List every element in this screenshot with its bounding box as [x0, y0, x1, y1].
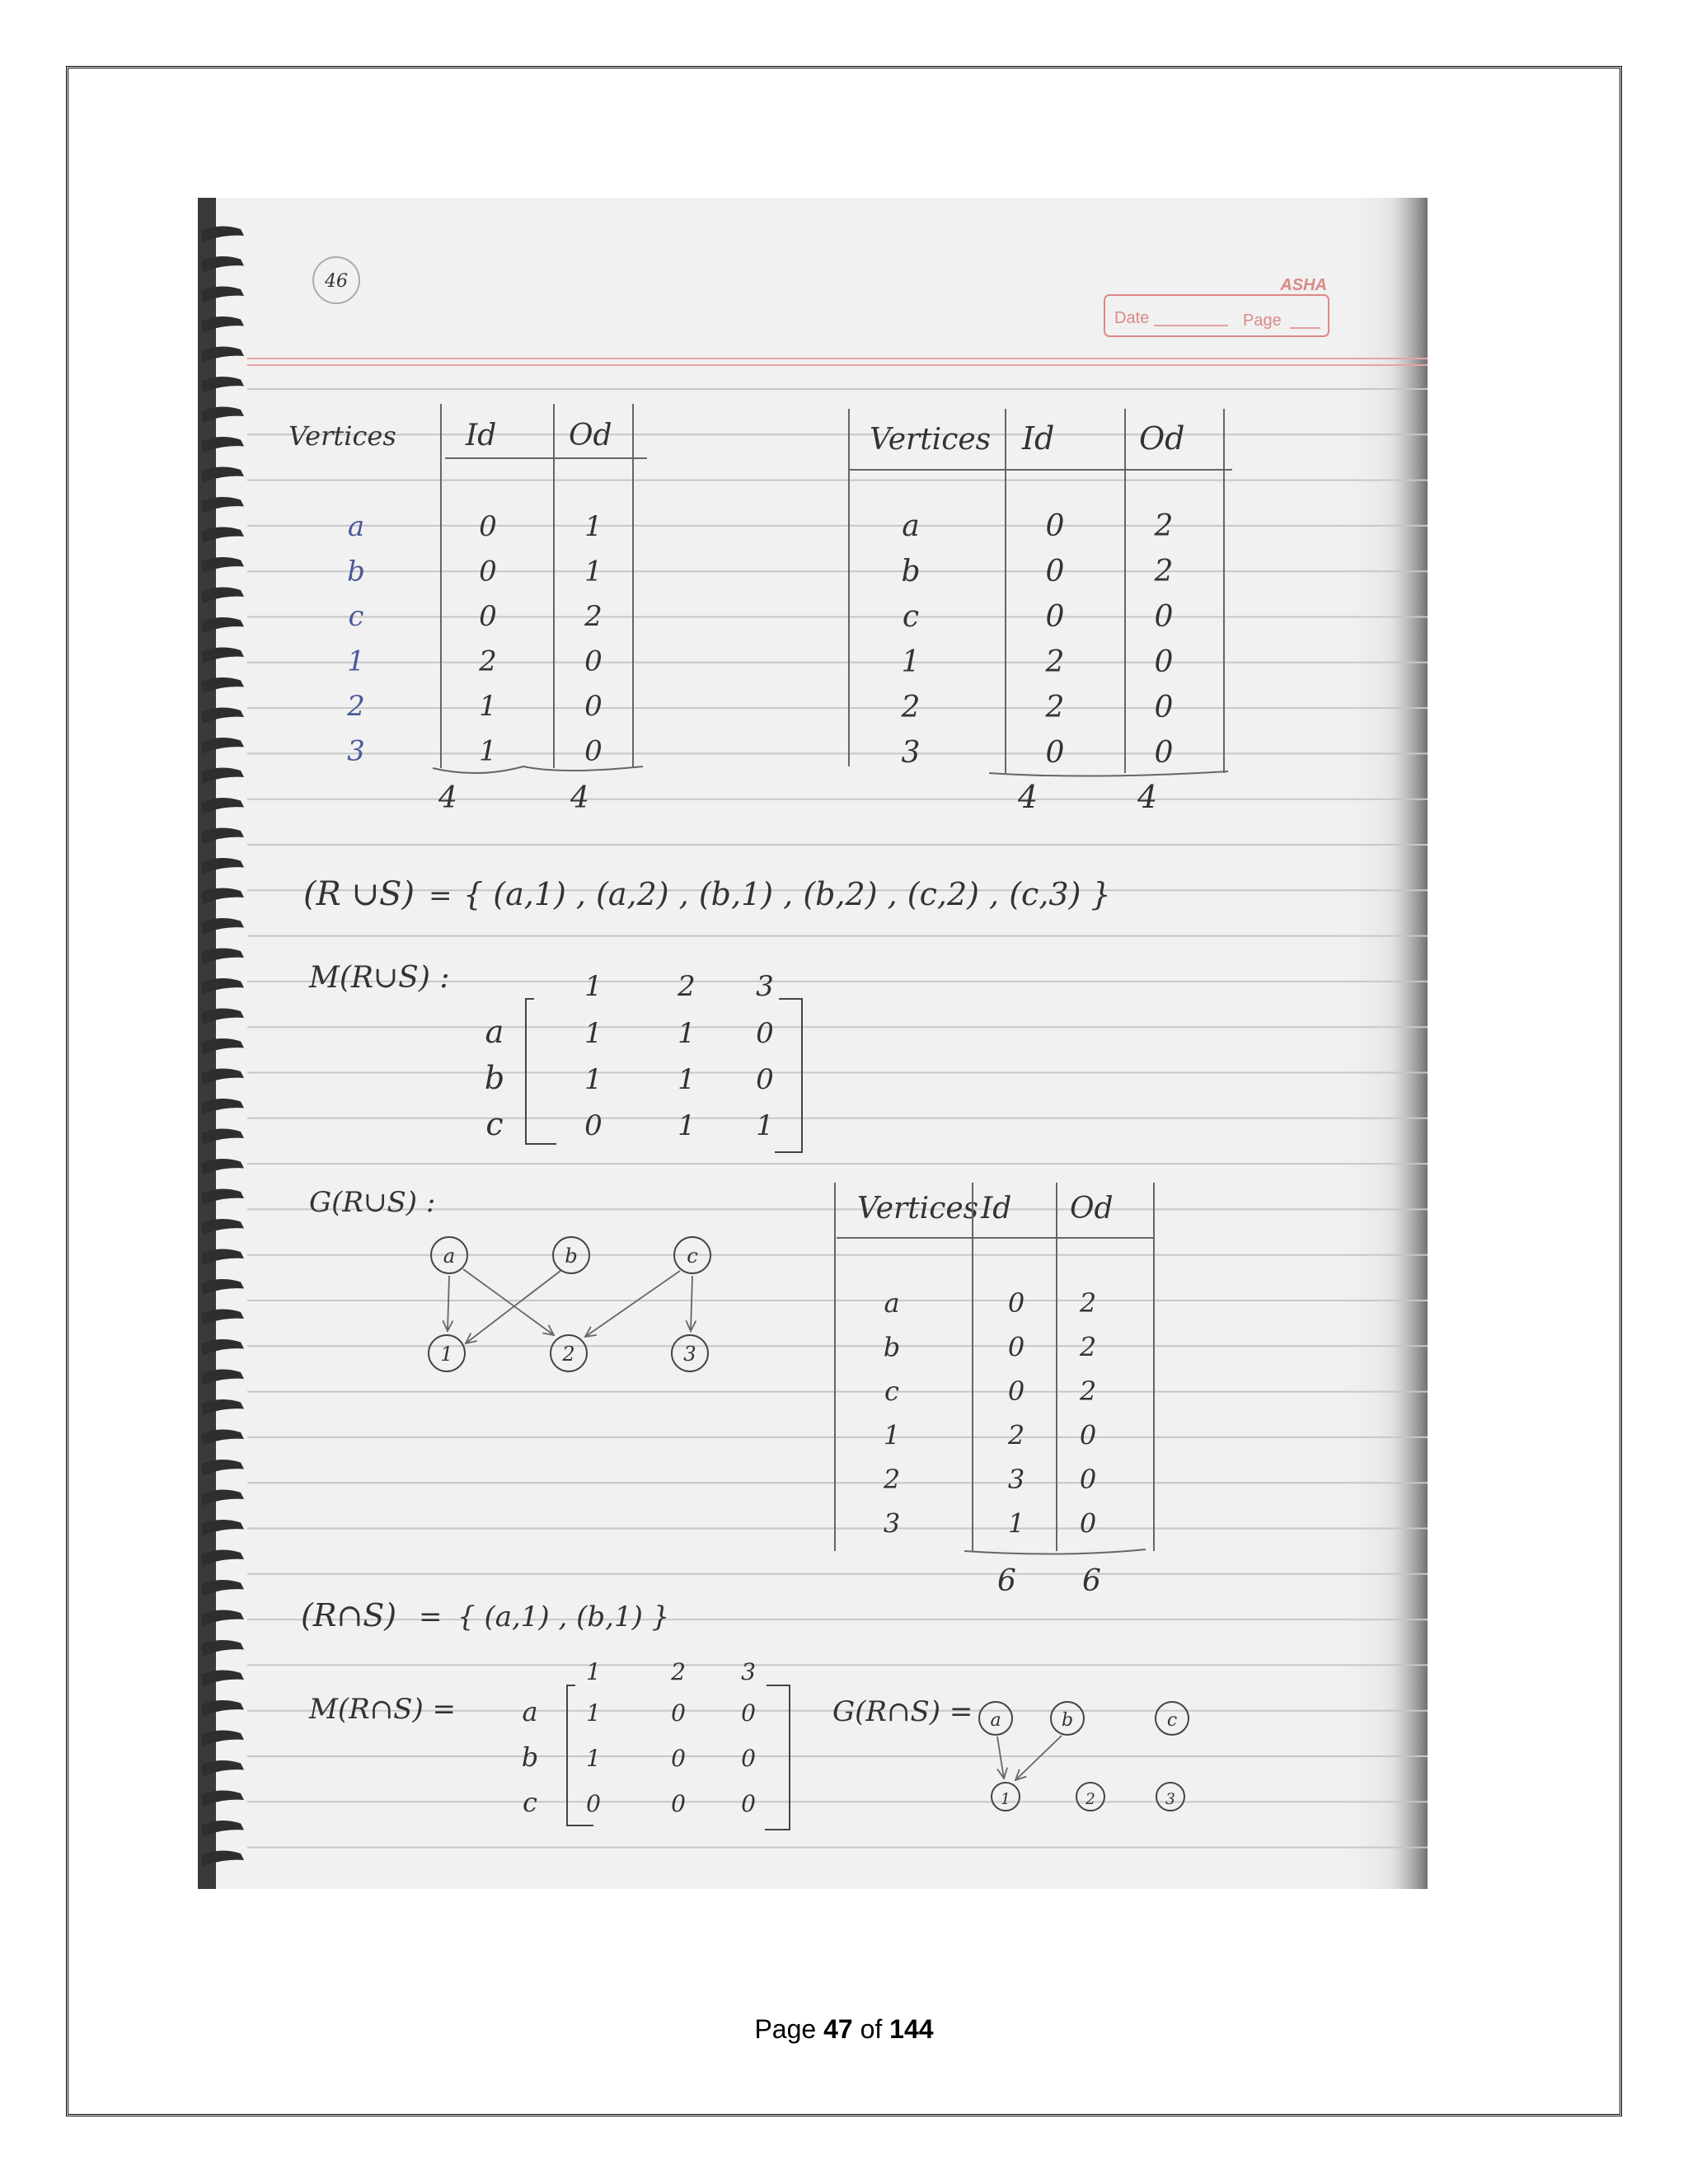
table-1-row-4-col-1: 1	[347, 644, 365, 678]
page-label: Page	[1243, 312, 1282, 330]
m-rus-row-label-1: a	[485, 1014, 504, 1050]
table-1-row-6-col-1: 3	[347, 734, 365, 768]
m-rus-col-header-3: 3	[756, 970, 774, 1003]
g-rus-node-a: a	[443, 1244, 456, 1268]
rns-set-label: (R∩S)	[301, 1597, 397, 1633]
table-1-total-id: 4	[438, 781, 457, 815]
notebook-photo	[198, 198, 1428, 1889]
g-rns-node-2: 2	[1085, 1791, 1095, 1808]
table-1-row-3-col-2: 0	[479, 600, 497, 633]
table-3-row-6-col-1: 3	[883, 1507, 901, 1540]
m-rns-row-label-1: a	[522, 1696, 538, 1727]
m-rns-row-2-col-1: 1	[586, 1745, 601, 1772]
table-2-row-2-col-1: b	[901, 555, 921, 588]
m-rns-label: M(R∩S) =	[309, 1693, 457, 1726]
date-label: Date	[1114, 309, 1150, 327]
table-2-total-od: 4	[1137, 779, 1158, 815]
table-3-row-4-col-3: 0	[1079, 1419, 1097, 1451]
table-2-row-6-col-1: 3	[901, 736, 921, 770]
m-rns-row-2-col-3: 0	[741, 1745, 756, 1772]
table-1-row-2-col-2: 0	[479, 555, 497, 588]
table-3-row-3-col-1: c	[884, 1376, 899, 1407]
page-footer	[0, 2014, 1688, 2045]
table-1-row-1-col-1: a	[347, 510, 365, 543]
table-2-row-3-col-3: 0	[1154, 600, 1174, 634]
table-2-row-4-col-2: 2	[1045, 645, 1065, 679]
rus-set-label: (R ∪S)	[303, 875, 415, 913]
table-3-row-4-col-1: 1	[883, 1419, 901, 1451]
table-1-row-3-col-3: 2	[584, 600, 603, 633]
table-3-header-od: Od	[1070, 1192, 1114, 1226]
g-rns-node-c: c	[1166, 1710, 1178, 1731]
page-number: 46	[325, 271, 348, 292]
table-1-row-4-col-2: 2	[479, 644, 497, 678]
table-1-row-1-col-3: 1	[584, 510, 603, 543]
table-3-row-4-col-2: 2	[1007, 1419, 1025, 1451]
table-2-header-id: Id	[1022, 420, 1055, 457]
table-3-row-5-col-1: 2	[883, 1464, 901, 1495]
table-1-row-6-col-3: 0	[584, 734, 603, 768]
m-rns-row-2-col-2: 0	[671, 1745, 686, 1772]
m-rus-row-2-col-1: 1	[584, 1063, 603, 1096]
m-rus-row-1-col-2: 1	[678, 1017, 696, 1050]
g-rus-node-2: 2	[562, 1343, 575, 1366]
m-rns-row-1-col-2: 0	[671, 1699, 686, 1727]
table-1-row-1-col-2: 0	[479, 510, 497, 543]
table-3-row-1-col-1: a	[884, 1287, 900, 1319]
table-2-row-6-col-3: 0	[1154, 736, 1174, 770]
g-rns-node-3: 3	[1165, 1791, 1175, 1808]
g-rus-label: G(R∪S) :	[309, 1186, 436, 1219]
m-rus-row-label-3: c	[485, 1106, 504, 1142]
table-3-row-1-col-3: 2	[1079, 1287, 1097, 1319]
m-rns-row-1-col-3: 0	[741, 1699, 756, 1727]
table-1-row-6-col-2: 1	[479, 734, 497, 768]
table-1-header-vertices: Vertices	[288, 420, 396, 452]
table-3-row-3-col-2: 0	[1007, 1376, 1025, 1407]
m-rns-row-label-3: c	[523, 1787, 537, 1818]
table-3-row-6-col-3: 0	[1079, 1507, 1097, 1540]
table-1-header-od: Od	[569, 419, 612, 452]
table-1-row-5-col-1: 2	[347, 690, 365, 723]
m-rns-row-3-col-3: 0	[741, 1790, 756, 1817]
table-1-row-2-col-3: 1	[584, 555, 603, 588]
table-3-row-1-col-2: 0	[1007, 1287, 1025, 1319]
table-3-total-id: 6	[997, 1564, 1016, 1598]
table-3-row-2-col-3: 2	[1079, 1331, 1097, 1363]
table-3-row-5-col-2: 3	[1007, 1464, 1025, 1495]
g-rus-node-1: 1	[440, 1343, 453, 1366]
table-1-row-3-col-1: c	[348, 600, 364, 633]
table-2-row-5-col-3: 0	[1154, 691, 1174, 724]
m-rus-row-label-2: b	[484, 1060, 505, 1096]
table-1-row-5-col-2: 1	[479, 690, 497, 723]
table-2-row-1-col-1: a	[902, 509, 920, 543]
m-rus-col-header-2: 2	[678, 970, 696, 1003]
m-rns-row-1-col-1: 1	[586, 1699, 601, 1727]
m-rus-row-3-col-2: 1	[678, 1109, 696, 1142]
table-1-row-4-col-3: 0	[584, 644, 603, 678]
g-rus-node-b: b	[565, 1244, 578, 1268]
table-1-row-2-col-1: b	[347, 555, 365, 588]
rns-set-eq: =	[419, 1601, 443, 1633]
table-2-header-od: Od	[1139, 420, 1185, 457]
table-2-row-5-col-1: 2	[901, 691, 921, 724]
table-1-total-od: 4	[570, 781, 589, 815]
footer-middle: of	[852, 2014, 890, 2044]
g-rns-node-1: 1	[1001, 1791, 1010, 1808]
footer-total-pages: 144	[889, 2014, 934, 2044]
table-1-row-5-col-3: 0	[584, 690, 603, 723]
m-rns-col-header-1: 1	[586, 1658, 601, 1685]
g-rns-label: G(R∩S) =	[832, 1695, 973, 1728]
table-2-row-4-col-3: 0	[1154, 645, 1174, 679]
m-rus-row-1-col-3: 0	[756, 1017, 774, 1050]
table-2-row-2-col-3: 2	[1154, 555, 1174, 588]
m-rns-col-header-2: 2	[671, 1658, 686, 1685]
table-2-row-6-col-2: 0	[1045, 736, 1065, 770]
g-rus-node-c: c	[687, 1244, 698, 1268]
g-rus-node-3: 3	[683, 1343, 696, 1366]
m-rus-label: M(R∪S) :	[309, 961, 450, 995]
m-rns-row-3-col-1: 0	[586, 1790, 601, 1817]
table-1-header-id: Id	[466, 419, 497, 452]
footer-current-page: 47	[823, 2014, 853, 2044]
m-rus-row-1-col-1: 1	[584, 1017, 603, 1050]
g-rns-node-a: a	[990, 1710, 1001, 1731]
table-2-row-5-col-2: 2	[1045, 691, 1065, 724]
table-2-row-3-col-2: 0	[1045, 600, 1065, 634]
table-2-row-1-col-3: 2	[1154, 509, 1174, 543]
m-rns-row-3-col-2: 0	[671, 1790, 686, 1817]
table-2-row-2-col-2: 0	[1045, 555, 1065, 588]
table-3-row-2-col-1: b	[883, 1331, 901, 1363]
footer-prefix: Page	[754, 2014, 824, 2044]
table-3-row-5-col-3: 0	[1079, 1464, 1097, 1495]
m-rns-col-header-3: 3	[741, 1658, 756, 1685]
table-2-row-3-col-1: c	[902, 600, 920, 634]
m-rns-row-label-2: b	[521, 1741, 539, 1773]
m-rus-row-3-col-3: 1	[756, 1109, 774, 1142]
rus-set-eq: =	[429, 879, 452, 912]
rns-set-value: { (a,1) , (b,1) }	[457, 1601, 670, 1633]
m-rus-col-header-1: 1	[584, 970, 603, 1003]
table-3-header-vertices: Vertices	[857, 1192, 979, 1226]
m-rus-row-2-col-2: 1	[678, 1063, 696, 1096]
table-2-total-id: 4	[1018, 779, 1039, 815]
table-3-total-od: 6	[1082, 1564, 1101, 1598]
brand-logo: ASHA	[1280, 276, 1327, 294]
table-2-row-4-col-1: 1	[901, 645, 921, 679]
m-rus-row-3-col-1: 0	[584, 1109, 603, 1142]
table-3-header-id: Id	[981, 1192, 1012, 1226]
table-3-row-3-col-3: 2	[1079, 1376, 1097, 1407]
m-rus-row-2-col-3: 0	[756, 1063, 774, 1096]
table-3-row-2-col-2: 0	[1007, 1331, 1025, 1363]
table-2-row-1-col-2: 0	[1045, 509, 1065, 543]
table-3-row-6-col-2: 1	[1007, 1507, 1025, 1540]
g-rns-node-b: b	[1061, 1710, 1074, 1731]
rus-set-value: { (a,1) , (a,2) , (b,1) , (b,2) , (c,2) , (c,3) }	[463, 876, 1111, 912]
table-2-header-vertices: Vertices	[870, 423, 992, 457]
